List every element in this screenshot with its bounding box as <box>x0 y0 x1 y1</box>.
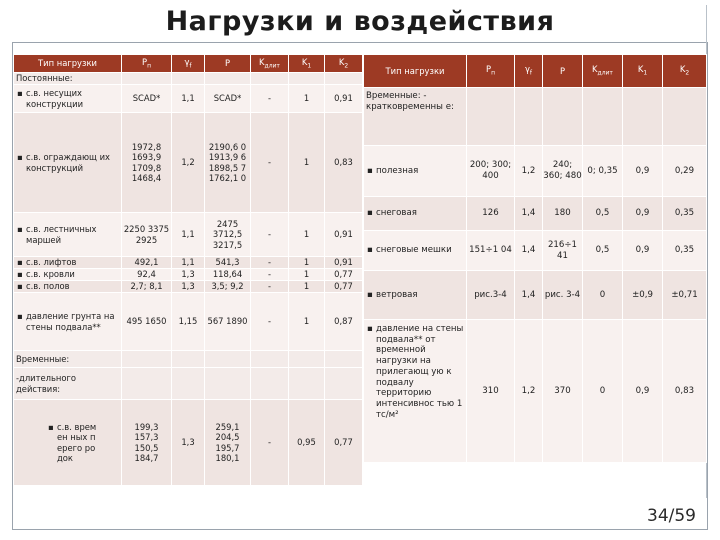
row-label: с.в. ограждающ их конструкций <box>26 152 110 173</box>
row-label: ветровая <box>376 289 418 300</box>
cell-k1: 1 <box>289 281 325 293</box>
header-gf: $\gamma_f$ <box>172 55 205 73</box>
cell-k1: 1 <box>289 269 325 281</box>
table-row <box>364 197 707 231</box>
cell-gf: 1,4 <box>515 231 543 271</box>
cell-pn: 492,1 <box>122 257 172 269</box>
table-header-row <box>14 55 363 73</box>
cell-gf: 1,2 <box>515 146 543 197</box>
row-label: с.в. лестничных маршей <box>26 224 97 245</box>
page-title: Нагрузки и воздействия <box>165 6 555 37</box>
row-label: полезная <box>376 165 419 176</box>
cell-gf: 1,2 <box>172 113 205 213</box>
cell-k1: 0,9 <box>623 231 663 271</box>
cell-k1: 1 <box>289 257 325 269</box>
cell-p: 2475 3712,5 3217,5 <box>205 213 251 257</box>
header-p: P <box>543 55 583 88</box>
table-row <box>14 213 363 257</box>
table-row <box>14 400 363 486</box>
table-row <box>14 269 363 281</box>
bullet-icon: ▪ <box>48 421 54 432</box>
cell-kdl: - <box>251 257 289 269</box>
row-label: с.в. несущих конструкции <box>26 88 84 109</box>
cell-k2: 0,35 <box>663 231 707 271</box>
table-row <box>14 293 363 351</box>
cell-k1: 1 <box>289 85 325 113</box>
cell-k1: 0,9 <box>623 320 663 463</box>
section-permanent: Постоянные: <box>14 73 122 85</box>
section-temporary: Временные: <box>14 351 122 368</box>
bullet-icon: ▪ <box>17 257 23 268</box>
section-row <box>14 368 363 400</box>
cell-p: 3,5; 9,2 <box>205 281 251 293</box>
cell-pn: SCAD* <box>122 85 172 113</box>
cell-p: 2190,6 0 1913,9 6 1898,5 7 1762,1 0 <box>205 113 251 213</box>
row-label: давление на стены подвала** от временной нагрузки на прилегающ ую к подвалу территорию интенсивнос тью 1 тс/м² <box>376 324 464 420</box>
table-row <box>14 113 363 213</box>
cell-pn: 92,4 <box>122 269 172 281</box>
cell-pn: 126 <box>467 197 515 231</box>
cell-k2: 0,77 <box>325 400 363 486</box>
cell-p: 259,1 204,5 195,7 180,1 <box>205 400 251 486</box>
bullet-icon: ▪ <box>367 245 373 256</box>
cell-gf: 1,1 <box>172 85 205 113</box>
cell-kdl: - <box>251 293 289 351</box>
bullet-icon: ▪ <box>367 165 373 176</box>
cell-kdl: 0,5 <box>583 231 623 271</box>
row-label: с.в. времен ных перего родок <box>57 421 97 463</box>
header-p: P <box>205 55 251 73</box>
cell-kdl: - <box>251 85 289 113</box>
bullet-icon: ▪ <box>17 281 23 292</box>
page-number: 34/59 <box>647 506 696 526</box>
cell-pn: рис.3-4 <box>467 271 515 320</box>
cell-gf: 1,3 <box>172 281 205 293</box>
cell-k1: 0,9 <box>623 197 663 231</box>
section-row <box>364 88 707 146</box>
cell-pn: 200; 300; 400 <box>467 146 515 197</box>
section-row <box>14 351 363 368</box>
cell-k2: 0,77 <box>325 281 363 293</box>
header-kdl: $K_{длит}$ <box>583 55 623 88</box>
cell-kdl: - <box>251 269 289 281</box>
cell-gf: 1,1 <box>172 213 205 257</box>
cell-kdl: 0; 0,35 <box>583 146 623 197</box>
cell-p: 216÷1 41 <box>543 231 583 271</box>
cell-gf: 1,4 <box>515 197 543 231</box>
cell-gf: 1,3 <box>172 400 205 486</box>
table-header-row <box>364 55 707 88</box>
section-long-term: -длительного действия: <box>14 368 122 400</box>
cell-kdl: - <box>251 281 289 293</box>
cell-p: SCAD* <box>205 85 251 113</box>
cell-k2: 0,29 <box>663 146 707 197</box>
header-pn: $P_п$ <box>122 55 172 73</box>
permanent-loads-table <box>13 54 363 486</box>
cell-gf: 1,1 <box>172 257 205 269</box>
cell-p: рис. 3-4 <box>543 271 583 320</box>
cell-pn: 2,7; 8,1 <box>122 281 172 293</box>
header-pn: $P_п$ <box>467 55 515 88</box>
row-label: снеговые мешки <box>376 245 452 256</box>
cell-pn: 2250 3375 2925 <box>122 213 172 257</box>
header-kdl: $K_{длит}$ <box>251 55 289 73</box>
cell-kdl: - <box>251 400 289 486</box>
header-type: Тип нагрузки <box>14 55 122 73</box>
cell-k1: 1 <box>289 293 325 351</box>
header-k1: $K_1$ <box>289 55 325 73</box>
cell-kdl: 0 <box>583 271 623 320</box>
cell-k2: 0,83 <box>325 113 363 213</box>
cell-gf: 1,4 <box>515 271 543 320</box>
header-k2: $K_2$ <box>663 55 707 88</box>
table-row <box>364 231 707 271</box>
row-label: с.в. кровли <box>26 269 75 280</box>
cell-k1: 1 <box>289 213 325 257</box>
header-k1: $K_1$ <box>623 55 663 88</box>
header-k2: $K_2$ <box>325 55 363 73</box>
cell-k2: 0,91 <box>325 85 363 113</box>
bullet-icon: ▪ <box>17 224 23 234</box>
bullet-icon: ▪ <box>367 208 373 219</box>
temporary-loads-table <box>363 54 707 463</box>
cell-k2: 0,77 <box>325 269 363 281</box>
cell-p: 567 1890 <box>205 293 251 351</box>
cell-gf: 1,3 <box>172 269 205 281</box>
table-row <box>14 257 363 269</box>
cell-p: 180 <box>543 197 583 231</box>
cell-p: 541,3 <box>205 257 251 269</box>
row-label: с.в. полов <box>26 281 70 292</box>
cell-kdl: - <box>251 213 289 257</box>
cell-p: 118,64 <box>205 269 251 281</box>
cell-kdl: 0 <box>583 320 623 463</box>
cell-k2: 0,35 <box>663 197 707 231</box>
cell-k2: 0,91 <box>325 213 363 257</box>
cell-k1: 0,9 <box>623 146 663 197</box>
cell-k1: ±0,9 <box>623 271 663 320</box>
cell-kdl: - <box>251 113 289 213</box>
cell-k2: 0,87 <box>325 293 363 351</box>
bullet-icon: ▪ <box>17 269 23 280</box>
cell-k2: ±0,71 <box>663 271 707 320</box>
cell-pn: 199,3 157,3 150,5 184,7 <box>122 400 172 486</box>
section-row <box>14 73 363 85</box>
cell-pn: 495 1650 <box>122 293 172 351</box>
cell-pn: 1972,8 1693,9 1709,8 1468,4 <box>122 113 172 213</box>
cell-k1: 1 <box>289 113 325 213</box>
cell-p: 240; 360; 480 <box>543 146 583 197</box>
cell-k2: 0,83 <box>663 320 707 463</box>
bullet-icon: ▪ <box>17 152 23 162</box>
bullet-icon: ▪ <box>367 289 373 300</box>
table-row <box>14 281 363 293</box>
cell-k1: 0,95 <box>289 400 325 486</box>
cell-gf: 1,15 <box>172 293 205 351</box>
cell-k2: 0,91 <box>325 257 363 269</box>
cell-kdl: 0,5 <box>583 197 623 231</box>
cell-gf: 1,2 <box>515 320 543 463</box>
header-type: Тип нагрузки <box>364 55 467 88</box>
bullet-icon: ▪ <box>17 88 23 98</box>
header-gf: $\gamma_f$ <box>515 55 543 88</box>
row-label: давление грунта на стены подвала** <box>26 311 115 332</box>
table-row <box>14 85 363 113</box>
table-row <box>364 146 707 197</box>
row-label: снеговая <box>376 208 417 219</box>
row-label: с.в. лифтов <box>26 257 77 268</box>
bullet-icon: ▪ <box>367 324 373 334</box>
cell-pn: 310 <box>467 320 515 463</box>
table-row <box>364 320 707 463</box>
table-row <box>364 271 707 320</box>
section-short-term: Временные: - кратковременны е: <box>364 88 467 146</box>
cell-pn: 151÷1 04 <box>467 231 515 271</box>
cell-p: 370 <box>543 320 583 463</box>
bullet-icon: ▪ <box>17 311 23 321</box>
